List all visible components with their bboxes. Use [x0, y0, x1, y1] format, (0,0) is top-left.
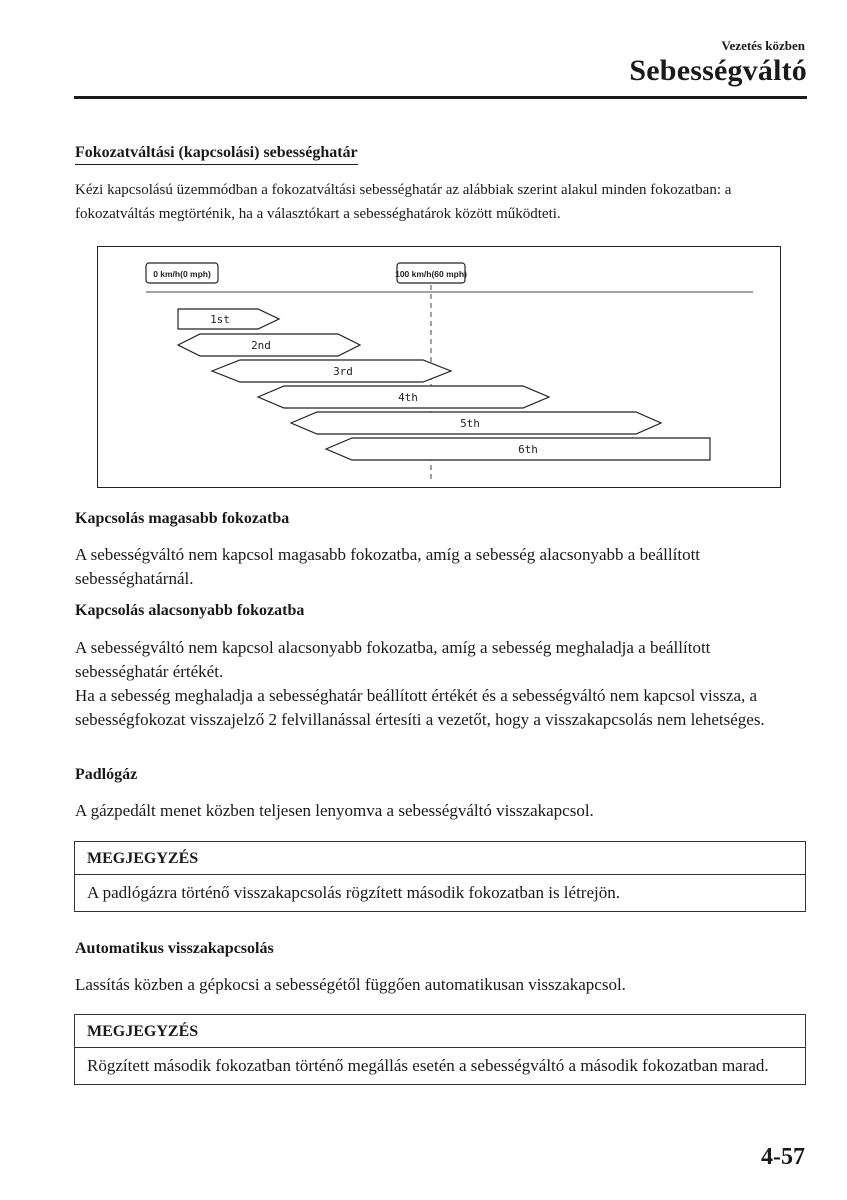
- axis-label-100: 100 km/h(60 mph): [395, 269, 467, 279]
- gear-3rd-range: [212, 360, 451, 382]
- note-1-text: A padlógázra történő visszakapcsolás rögzített második fokozatban is létrejön.: [87, 883, 620, 902]
- auto-downshift-heading: Automatikus visszakapcsolás: [75, 940, 274, 957]
- downshift-text-1: A sebességváltó nem kapcsol alacsonyabb fokozatba, amíg a sebesség meghaladja a beállított sebességhatár értékét.: [75, 638, 711, 681]
- gear-4th-label: 4th: [398, 391, 418, 404]
- page-title: Sebességváltó: [629, 54, 807, 87]
- note-2-heading: MEGJEGYZÉS: [75, 1015, 805, 1048]
- note-2-text: Rögzített második fokozatban történő megállás esetén a sebességváltó a második fokozatban marad.: [87, 1056, 769, 1075]
- gear-5th-label: 5th: [460, 417, 480, 430]
- gear-3rd-label: 3rd: [333, 365, 353, 378]
- gear-2nd-label: 2nd: [251, 339, 271, 352]
- kickdown-heading: Padlógáz: [75, 766, 138, 783]
- page-number: 4-57: [761, 1144, 805, 1170]
- kickdown-text: A gázpedált menet közben teljesen lenyomva a sebességváltó visszakapcsol.: [75, 801, 594, 820]
- speed-limit-title: Fokozatváltási (kapcsolási) sebességhatár: [75, 144, 358, 165]
- gear-range-svg: [98, 247, 782, 489]
- upshift-heading: Kapcsolás magasabb fokozatba: [75, 510, 290, 527]
- downshift-text-2: Ha a sebesség meghaladja a sebességhatár beállított értékét és a sebességváltó nem kapcsol vissza, a sebességfokozat visszajelző 2 felvillanással értesíti a vezetőt, hogy a visszakapcsolás nem lehetséges.: [75, 686, 765, 729]
- section-header: Vezetés közben: [721, 38, 805, 53]
- downshift-heading: Kapcsolás alacsonyabb fokozatba: [75, 602, 305, 619]
- gear-1st-label: 1st: [210, 313, 230, 326]
- note-1-heading: MEGJEGYZÉS: [75, 842, 805, 875]
- upshift-text: A sebességváltó nem kapcsol magasabb fokozatba, amíg a sebesség alacsonyabb a beállított sebességhatárnál.: [75, 545, 701, 588]
- axis-label-0: 0 km/h(0 mph): [153, 269, 211, 279]
- gear-6th-label: 6th: [518, 443, 538, 456]
- auto-downshift-text: Lassítás közben a gépkocsi a sebességétől függően automatikusan visszakapcsol.: [75, 975, 626, 994]
- speed-limit-intro: Kézi kapcsolású üzemmódban a fokozatváltási sebességhatár az alábbiak szerint alakul minden fokozatban: a fokozatváltás megtörténik, ha a választókart a sebességhatárok között működteti.: [75, 182, 732, 222]
- gear-range-diagram: [97, 246, 781, 488]
- note-box-2: [74, 1014, 806, 1085]
- header-divider: [74, 96, 807, 99]
- note-box-1: [74, 841, 806, 912]
